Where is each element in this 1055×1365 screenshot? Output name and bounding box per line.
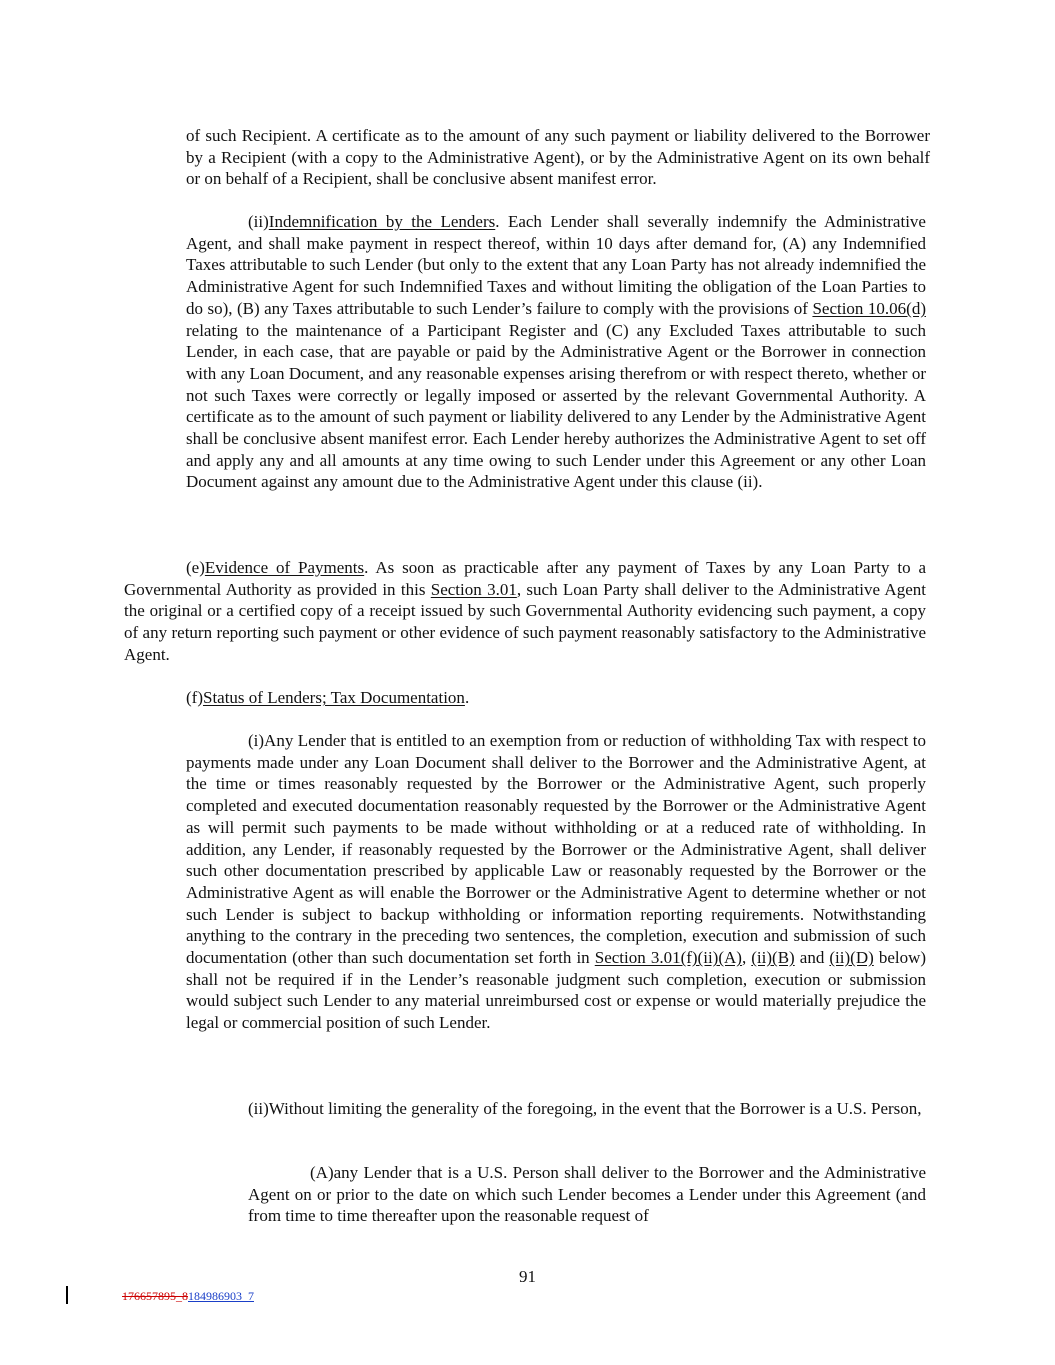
paragraph-text: any Lender that is a U.S. Person shall deliver to the Borrower and the Administrative Agent on or prior to the date on which such Lender becomes a Lender under this Agreement (and from time to time thereafter upon the reasonable request of (248, 1163, 926, 1226)
clause-number: (f) (186, 688, 203, 707)
paragraph-text: below) shall not be required if in the Lender’s reasonable judgment such completion, execution or submission would subject such Lender to any material unreimbursed cost or expense or would materially prejudice the legal or commercial position of such Lender. (186, 948, 927, 1033)
paragraph-text: Any Lender that is entitled to an exemption from or reduction of withholding Tax with respect to payments made under any Loan Document shall deliver to the Borrower and the Administrative Agent, at the time or times reasonably requested by the Borrower or the Administrative Agent, such properly completed and executed documentation reasonably requested by the Borrower or the Administrative Agent as will permit such payments to be made without withholding or at a reduced rate of withholding. In addition, any Lender, if reasonably requested by the Borrower or the Administrative Agent, shall deliver such other documentation prescribed by applicable Law or reasonably requested by the Borrower or the Administrative Agent as will enable the Borrower or the Administrative Agent to determine whether or not such Lender is subject to backup withholding or information reporting requirements. Notwithstanding anything to the contrary in the preceding two sentences, the completion, execution and submission of such documentation (other than such documentation set forth in (186, 731, 926, 968)
paragraph-us-person (186, 1098, 930, 1120)
paragraph-text: , (741, 948, 752, 968)
clause-heading: Indemnification by the Lenders (268, 212, 496, 231)
paragraph-status-of-lenders (186, 687, 926, 709)
section-reference: (ii)(B) (751, 948, 795, 968)
clause-number: (ii) (248, 1099, 269, 1118)
paragraph-text: . As soon as practicable after any payment of Taxes by any Loan Party to a Governmental Authority as provided in this (124, 558, 926, 599)
section-reference: Section 3.01(f)(ii)(A) (594, 948, 742, 968)
clause-number: (A) (310, 1163, 334, 1182)
section-reference: Section 3.01 (430, 579, 517, 599)
clause-heading: Evidence of Payments (204, 558, 365, 577)
section-reference: (ii)(D) (829, 948, 874, 968)
clause-number: (e) (186, 558, 205, 577)
clause-number: (ii) (248, 212, 269, 231)
document-id-inserted: 184986903_7 (188, 1289, 254, 1303)
section-reference: Section 10.06(d) (812, 298, 926, 318)
paragraph-indemnification-by-lenders (186, 211, 926, 493)
document-id-deleted: 176657895_8 (122, 1289, 188, 1303)
paragraph-exemption-documentation (186, 730, 926, 1034)
paragraph-text: of such Recipient. A certificate as to the amount of any such payment or liability delivered to the Borrower by a Recipient (with a copy to the Administrative Agent), or by the Administrative Agent on its own behalf or on behalf of a Recipient, shall be conclusive absent manifest error. (186, 126, 930, 189)
clause-number: (i) (248, 731, 265, 750)
paragraph-us-person-lender (248, 1162, 926, 1227)
clause-heading: Status of Lenders; Tax Documentation (202, 688, 465, 707)
paragraph-text: and (794, 948, 830, 968)
paragraph-evidence-of-payments (124, 557, 926, 666)
paragraph-text: , such Loan Party shall deliver to the Administrative Agent the original or a certified copy of a receipt issued by such Governmental Authority evidencing such payment, a copy of any return reporting such payment or other evidence of such payment reasonably satisfactory to the Administrative Agent. (124, 579, 926, 664)
paragraph-text: . (464, 688, 470, 707)
document-id (122, 1289, 254, 1303)
paragraph-text: relating to the maintenance of a Participant Register and (C) any Excluded Taxes attributable to such Lender, in each case, that are payable or paid by the Administrative Agent or the Borrower in connection with any Loan Document, and any reasonable expenses arising therefrom or with respect thereto, whether or not such Taxes were correctly or legally imposed or asserted by the relevant Governmental Authority. A certificate as to the amount of such payment or liability delivered to any Lender by the Administrative Agent shall be conclusive absent manifest error. Each Lender hereby authorizes the Administrative Agent to set off and apply any and all amounts at any time owing to such Lender under this Agreement or any other Loan Document against any amount due to the Administrative Agent under this clause (ii). (186, 320, 926, 492)
page-number: 91 (519, 1267, 536, 1286)
paragraph-text: . Each Lender shall severally indemnify the Administrative Agent, and shall make payment in respect thereof, within 10 days after demand for, (A) any Indemnified Taxes attributable to such Lender (but only to the extent that any Loan Party has not already indemnified the Administrative Agent for such Indemnified Taxes and without limiting the obligation of the Loan Parties to do so), (B) any Taxes attributable to such Lender’s failure to comply with the provisions of (186, 212, 926, 318)
paragraph-recipient-certificate (186, 125, 930, 190)
change-bar (66, 1286, 68, 1304)
paragraph-text: Without limiting the generality of the foregoing, in the event that the Borrower is a U.S. Person, (268, 1099, 922, 1118)
